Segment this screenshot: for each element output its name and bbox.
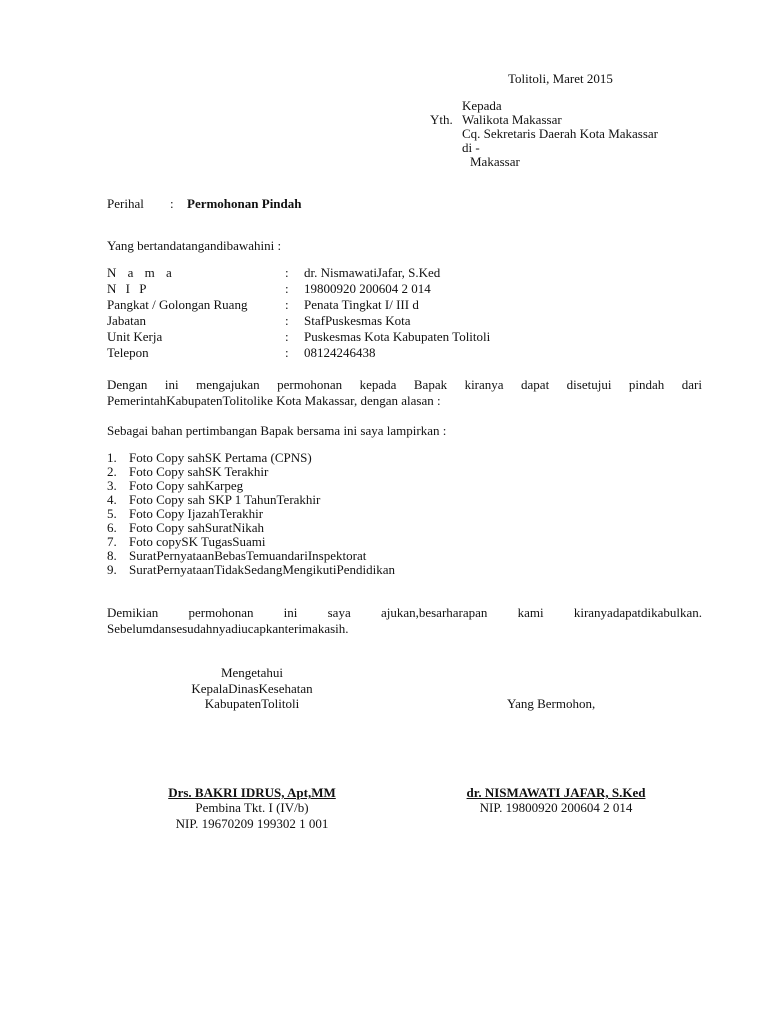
- subject-value: Permohonan Pindah: [187, 196, 302, 211]
- closing-line: Demikian permohonan ini saya ajukan,besarharapan kami kiranyadapatdikabulkan.: [107, 605, 702, 620]
- identity-value: Penata Tingkat I/ III d: [304, 297, 419, 312]
- identity-row-telepon: [107, 345, 707, 361]
- address-recipient: Walikota Makassar: [462, 112, 562, 127]
- address-kepada: Kepada: [462, 98, 502, 113]
- identity-row-pangkat: [107, 297, 707, 313]
- identity-colon: :: [285, 313, 289, 328]
- list-number: 7.: [107, 534, 117, 549]
- approver-nip: NIP. 19670209 199302 1 001: [175, 816, 329, 831]
- subject-colon: :: [170, 196, 174, 211]
- identity-row-nama: [107, 265, 707, 281]
- list-text: SuratPernyataanBebasTemuandariInspektorat: [129, 548, 367, 563]
- list-number: 5.: [107, 506, 117, 521]
- identity-label: Telepon: [107, 345, 149, 360]
- closing-line: Sebelumdansesudahnyadiucapkanterimakasih.: [107, 621, 349, 636]
- list-number: 3.: [107, 478, 117, 493]
- identity-value: 19800920 200604 2 014: [304, 281, 431, 296]
- request-line: Dengan ini mengajukan permohonan kepada Bapak kiranya dapat disetujui pindah dari: [107, 377, 702, 392]
- subject-label: Perihal: [107, 196, 144, 211]
- list-number: 1.: [107, 450, 117, 465]
- request-line: PemerintahKabupatenTolitolike Kota Makassar, dengan alasan :: [107, 393, 441, 408]
- list-number: 6.: [107, 520, 117, 535]
- identity-row-nip: [107, 281, 707, 297]
- attachments-intro: Sebagai bahan pertimbangan Bapak bersama ini saya lampirkan :: [107, 423, 447, 438]
- identity-row-jabatan: [107, 313, 707, 329]
- list-text: Foto Copy sahSK Pertama (CPNS): [129, 450, 312, 465]
- approver-title-1: KepalaDinasKesehatan: [191, 681, 313, 696]
- identity-value: dr. NismawatiJafar, S.Ked: [304, 265, 441, 280]
- identity-value: StafPuskesmas Kota: [304, 313, 411, 328]
- identity-colon: :: [285, 265, 289, 280]
- identity-label: N a m a: [107, 265, 176, 280]
- address-yth: Yth.: [430, 112, 453, 127]
- place-date: Tolitoli, Maret 2015: [508, 71, 613, 86]
- identity-colon: :: [285, 297, 289, 312]
- address-cq: Cq. Sekretaris Daerah Kota Makassar: [462, 126, 659, 141]
- applicant-yang-bermohon: Yang Bermohon,: [507, 696, 596, 711]
- address-di: di -: [462, 140, 480, 155]
- approver-mengetahui: Mengetahui: [220, 665, 284, 680]
- list-number: 9.: [107, 562, 117, 577]
- list-text: Foto Copy sahSK Terakhir: [129, 464, 269, 479]
- identity-row-unit-kerja: [107, 329, 707, 345]
- approver-title-2: KabupatenTolitoli: [204, 696, 300, 711]
- identity-colon: :: [285, 329, 289, 344]
- identity-label: Pangkat / Golongan Ruang: [107, 297, 248, 312]
- list-number: 2.: [107, 464, 117, 479]
- request-paragraph: [107, 377, 702, 409]
- identity-label: Unit Kerja: [107, 329, 163, 344]
- applicant-name: dr. NISMAWATI JAFAR, S.Ked: [466, 785, 646, 800]
- identity-label: N I P: [107, 281, 150, 296]
- identity-colon: :: [285, 281, 289, 296]
- approver-name: Drs. BAKRI IDRUS, Apt,MM: [168, 785, 336, 800]
- identity-label: Jabatan: [107, 313, 146, 328]
- list-number: 4.: [107, 492, 117, 507]
- identity-colon: :: [285, 345, 289, 360]
- approver-rank: Pembina Tkt. I (IV/b): [195, 800, 309, 815]
- list-text: SuratPernyataanTidakSedangMengikutiPendidikan: [129, 562, 395, 577]
- intro-text: Yang bertandatangandibawahini :: [107, 238, 282, 253]
- list-number: 8.: [107, 548, 117, 563]
- list-text: Foto Copy sahKarpeg: [129, 478, 244, 493]
- list-text: Foto copySK TugasSuami: [129, 534, 266, 549]
- list-text: Foto Copy IjazahTerakhir: [129, 506, 264, 521]
- list-text: Foto Copy sah SKP 1 TahunTerakhir: [129, 492, 321, 507]
- closing-paragraph: [107, 605, 702, 637]
- identity-value: 08124246438: [304, 345, 376, 360]
- list-text: Foto Copy sahSuratNikah: [129, 520, 265, 535]
- identity-value: Puskesmas Kota Kabupaten Tolitoli: [304, 329, 491, 344]
- applicant-nip: NIP. 19800920 200604 2 014: [479, 800, 633, 815]
- address-city: Makassar: [470, 154, 520, 169]
